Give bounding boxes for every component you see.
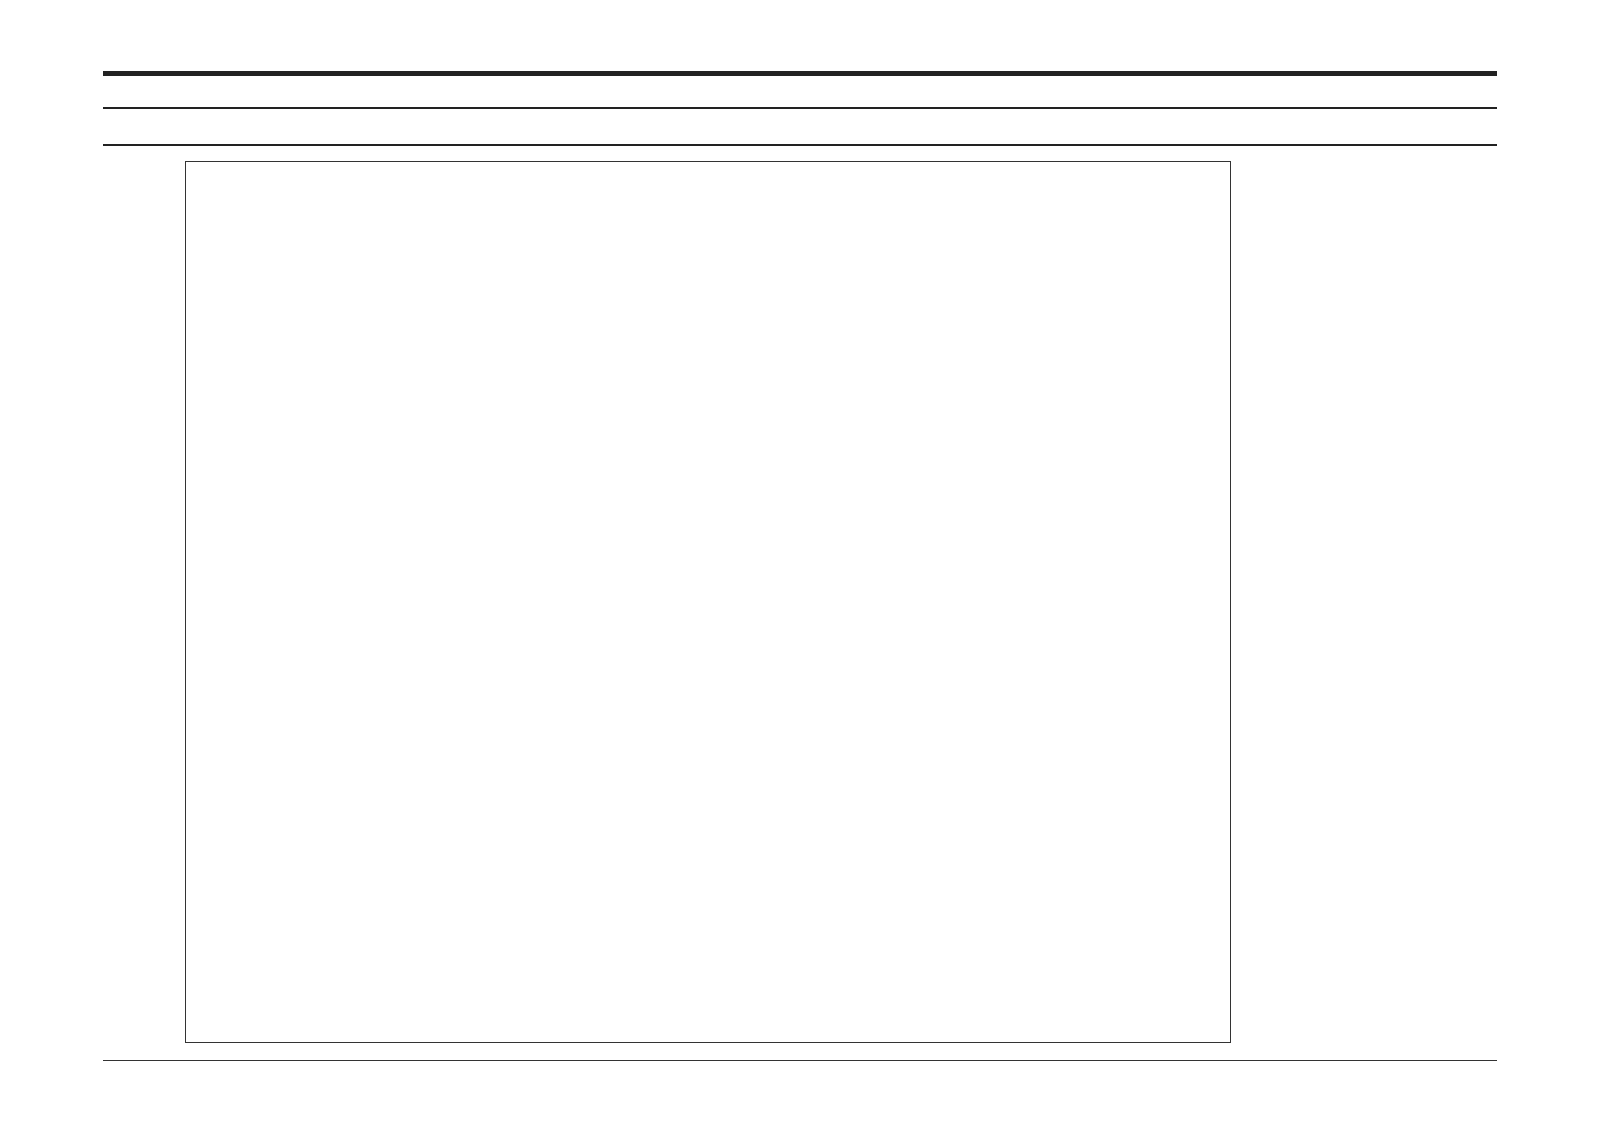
legend-condenser-list <box>1255 226 1263 236</box>
legend-tr-list <box>1255 576 1263 586</box>
legend-condenser <box>1255 159 1263 246</box>
legend-ecbwafer-list <box>1350 226 1358 236</box>
legend-tr <box>1255 509 1263 596</box>
legend-ecbwafer <box>1350 159 1358 246</box>
bottom-rule <box>103 1060 1497 1061</box>
